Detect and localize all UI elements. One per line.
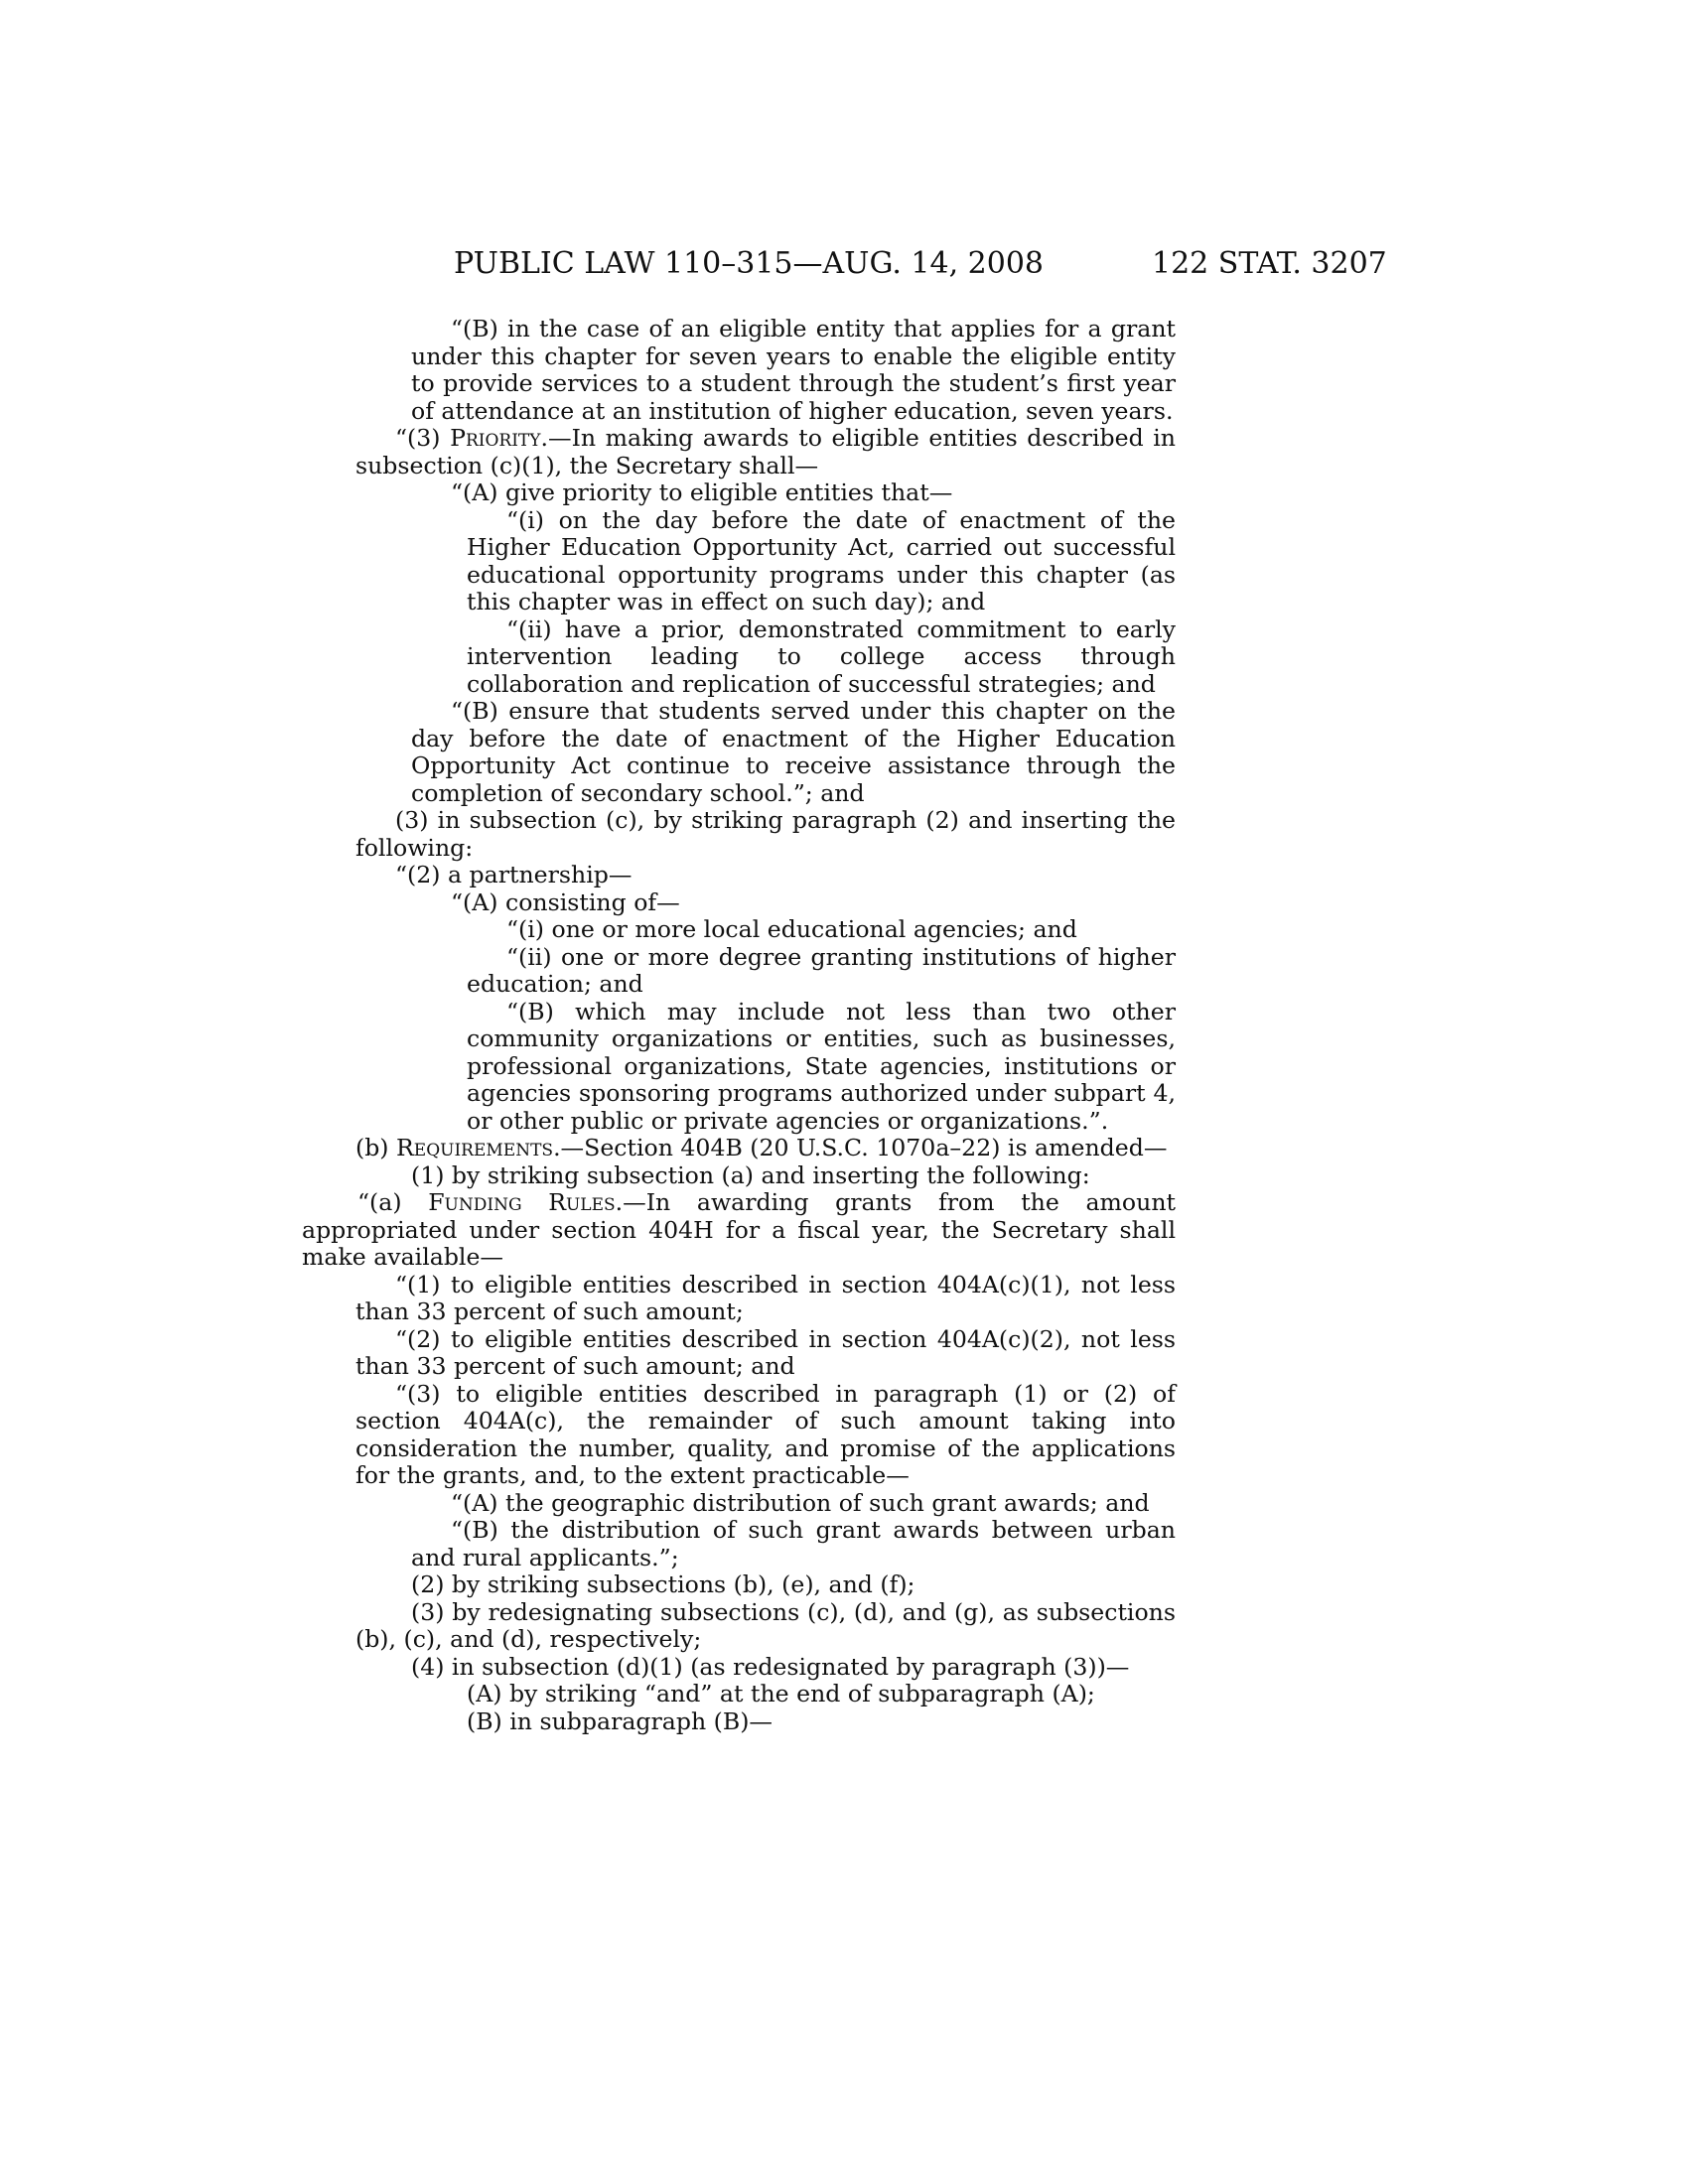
paragraph: “(3) to eligible entities described in paragraph (1) or (2) of section 404A(c), the remainder of such amount taking into consideration the number, quality, and promise of the applications for the grants, and, to the extent practicable—: [355, 1379, 1176, 1489]
paragraph: “(2) a partnership—: [395, 861, 633, 888]
paragraph: “(B) which may include not less than two other community organizations or entities, such as businesses, professional organizations, State agencies, institutions or agencies sponsoring programs authorized under subpart 4, or other public or private agencies or organizations.”.: [467, 997, 1176, 1135]
paragraph: “(B) ensure that students served under this chapter on the day before the date of enactment of the Higher Education Opportunity Act continue to receive assistance through the completion of secondary school.”; and: [411, 697, 1176, 807]
paragraph: “(i) one or more local educational agencies; and: [506, 915, 1077, 943]
paragraph: “(i) on the day before the date of enactment of the Higher Education Opportunity Act, carried out successful educational opportunity programs under this chapter (as this chapter was in effect on such day); and: [467, 505, 1176, 615]
paragraph: “(2) to eligible entities described in section 404A(c)(2), not less than 33 percent of such amount; and: [355, 1324, 1176, 1380]
paragraph: (3) in subsection (c), by striking paragraph (2) and inserting the following:: [355, 806, 1176, 862]
section-heading: Funding Rules: [428, 1188, 616, 1216]
paragraph: (B) in subparagraph (B)—: [467, 1706, 773, 1735]
page-header-title: PUBLIC LAW 110–315—AUG. 14, 2008: [454, 246, 1045, 281]
paragraph: “(B) the distribution of such grant awards between urban and rural applicants.”;: [411, 1516, 1176, 1571]
paragraph: “(A) consisting of—: [451, 887, 680, 916]
section-heading: Requirements: [396, 1134, 554, 1161]
paragraph: “(A) give priority to eligible entities that—: [451, 478, 953, 506]
paragraph: “(a) Funding Rules.—In awarding grants from the amount appropriated under section 404H for a fiscal year, the Secretary shall make available—: [302, 1188, 1176, 1271]
paragraph: “(ii) have a prior, demonstrated commitment to early intervention leading to college access through collaboration and replication of successful strategies; and: [467, 614, 1176, 698]
paragraph: (2) by striking subsections (b), (e), and (f);: [411, 1570, 915, 1598]
paragraph: (3) by redesignating subsections (c), (d), and (g), as subsections (b), (c), and (d), respectively;: [355, 1597, 1176, 1653]
page-header-stat: 122 STAT. 3207: [1152, 246, 1387, 281]
paragraph: “(ii) one or more degree granting institutions of higher education; and: [467, 942, 1176, 998]
document-body: [302, 316, 1176, 1735]
paragraph: (4) in subsection (d)(1) (as redesignated by paragraph (3))—: [411, 1652, 1130, 1681]
paragraph: “(A) the geographic distribution of such grant awards; and: [451, 1488, 1150, 1517]
paragraph: (1) by striking subsection (a) and inserting the following:: [411, 1160, 1090, 1189]
paragraph: “(1) to eligible entities described in section 404A(c)(1), not less than 33 percent of such amount;: [355, 1270, 1176, 1325]
section-heading: Priority: [450, 424, 541, 452]
paragraph: (A) by striking “and” at the end of subparagraph (A);: [467, 1680, 1095, 1707]
paragraph: “(3) Priority.—In making awards to eligible entities described in subsection (c)(1), the Secretary shall—: [355, 424, 1176, 479]
paragraph: “(B) in the case of an eligible entity that applies for a grant under this chapter for seven years to enable the eligible entity to provide services to a student through the student’s first year of attendance at an institution of higher education, seven years.: [411, 315, 1176, 425]
paragraph: (b) Requirements.—Section 404B (20 U.S.C. 1070a–22) is amended—: [355, 1134, 1168, 1161]
